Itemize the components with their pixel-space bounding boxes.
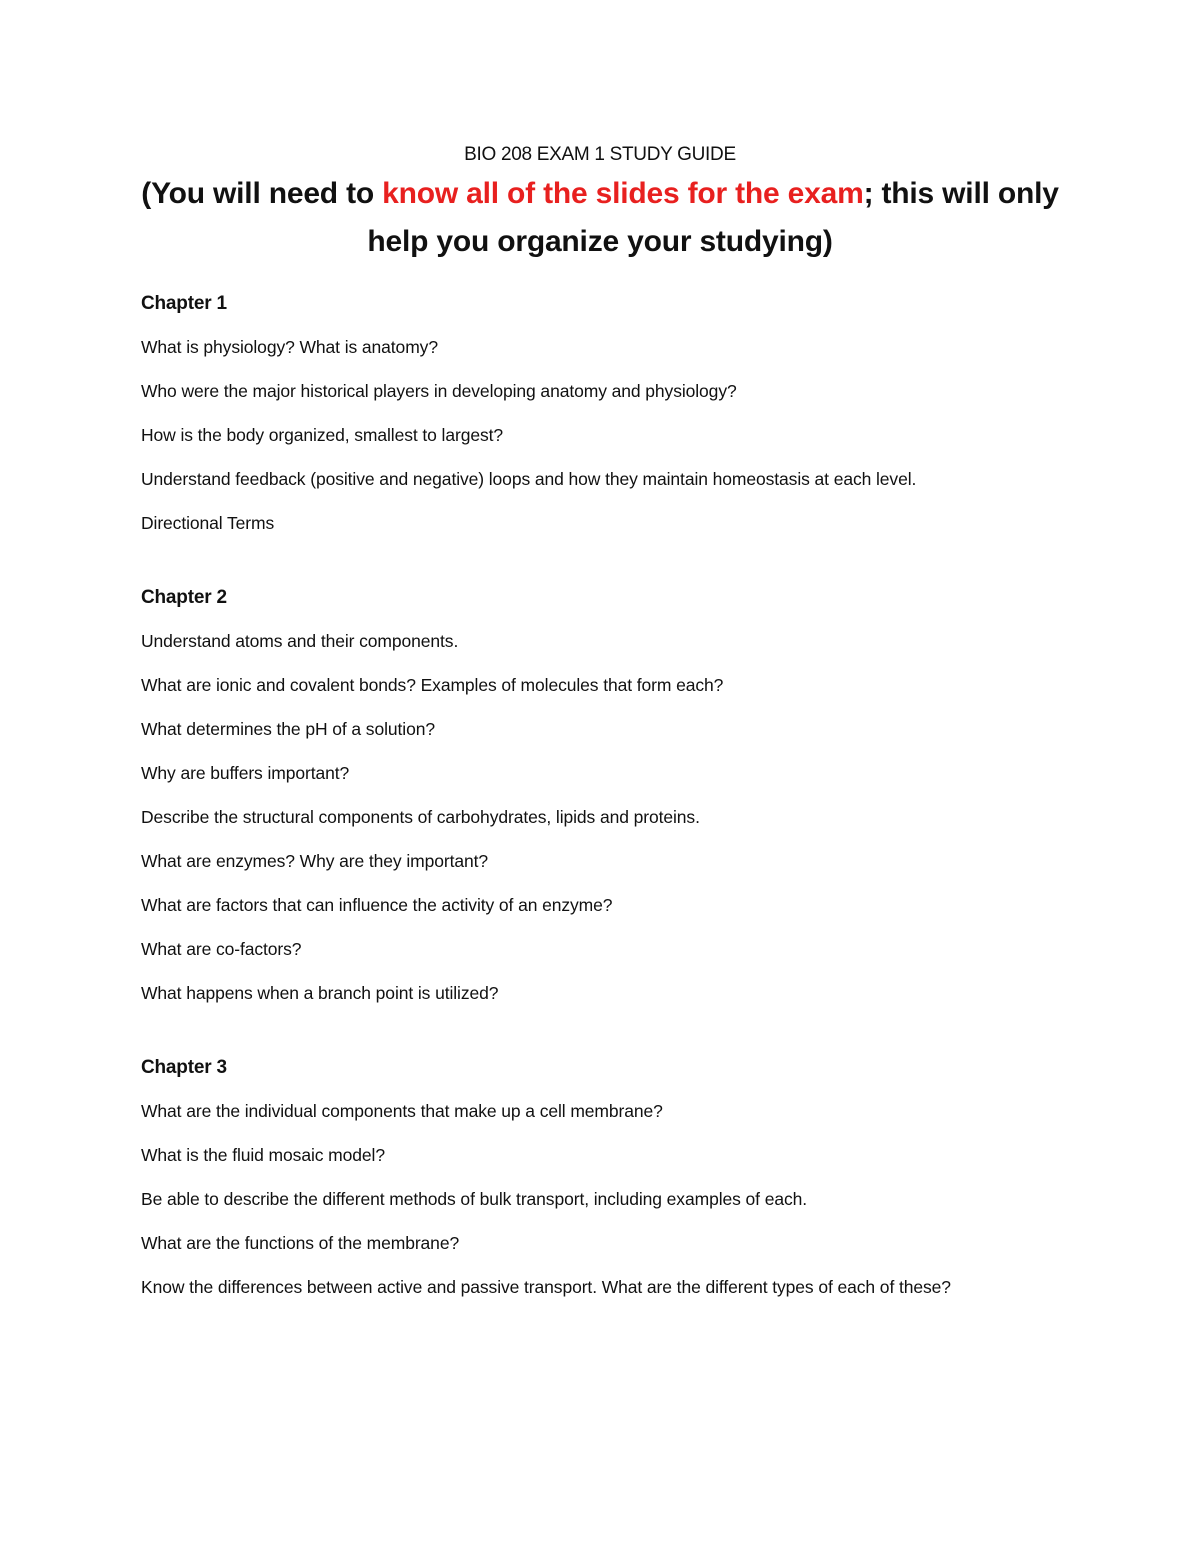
subtitle-text-after: ; this will only help you organize your studying) <box>367 177 1059 258</box>
list-item: Why are buffers important? <box>141 763 350 783</box>
list-item: Know the differences between active and passive transport. What are the different types of each of these? <box>141 1277 951 1297</box>
list-item: What are the individual components that make up a cell membrane? <box>141 1101 663 1121</box>
list-item: What happens when a branch point is utilized? <box>141 983 499 1003</box>
chapter-heading: Chapter 3 <box>141 1057 227 1078</box>
list-item: What are co-factors? <box>141 939 302 959</box>
list-item: What are the functions of the membrane? <box>141 1233 460 1253</box>
document-body <box>141 289 1041 1301</box>
document-subtitle <box>130 170 1070 266</box>
list-item: How is the body organized, smallest to largest? <box>141 425 504 445</box>
subtitle-emphasis: know all of the slides for the exam <box>382 177 864 210</box>
chapter-2-section <box>141 583 1041 1007</box>
list-item: What is the fluid mosaic model? <box>141 1145 385 1165</box>
chapter-heading: Chapter 1 <box>141 293 227 314</box>
document-title: BIO 208 EXAM 1 STUDY GUIDE <box>464 144 736 165</box>
chapter-3-section <box>141 1053 1041 1301</box>
chapter-1-section <box>141 289 1041 537</box>
list-item: What are enzymes? Why are they important? <box>141 851 489 871</box>
list-item: What are factors that can influence the activity of an enzyme? <box>141 895 613 915</box>
list-item: What is physiology? What is anatomy? <box>141 337 438 357</box>
list-item: Describe the structural components of carbohydrates, lipids and proteins. <box>141 807 700 827</box>
subtitle-text-before: (You will need to <box>141 177 383 210</box>
list-item: Understand atoms and their components. <box>141 631 459 651</box>
list-item: Understand feedback (positive and negative) loops and how they maintain homeostasis at each level. <box>141 469 917 489</box>
list-item: What are ionic and covalent bonds? Examples of molecules that form each? <box>141 675 724 695</box>
list-item: Directional Terms <box>141 513 275 533</box>
list-item: Who were the major historical players in developing anatomy and physiology? <box>141 381 737 401</box>
list-item: What determines the pH of a solution? <box>141 719 435 739</box>
chapter-heading: Chapter 2 <box>141 587 227 608</box>
list-item: Be able to describe the different methods of bulk transport, including examples of each. <box>141 1189 808 1209</box>
